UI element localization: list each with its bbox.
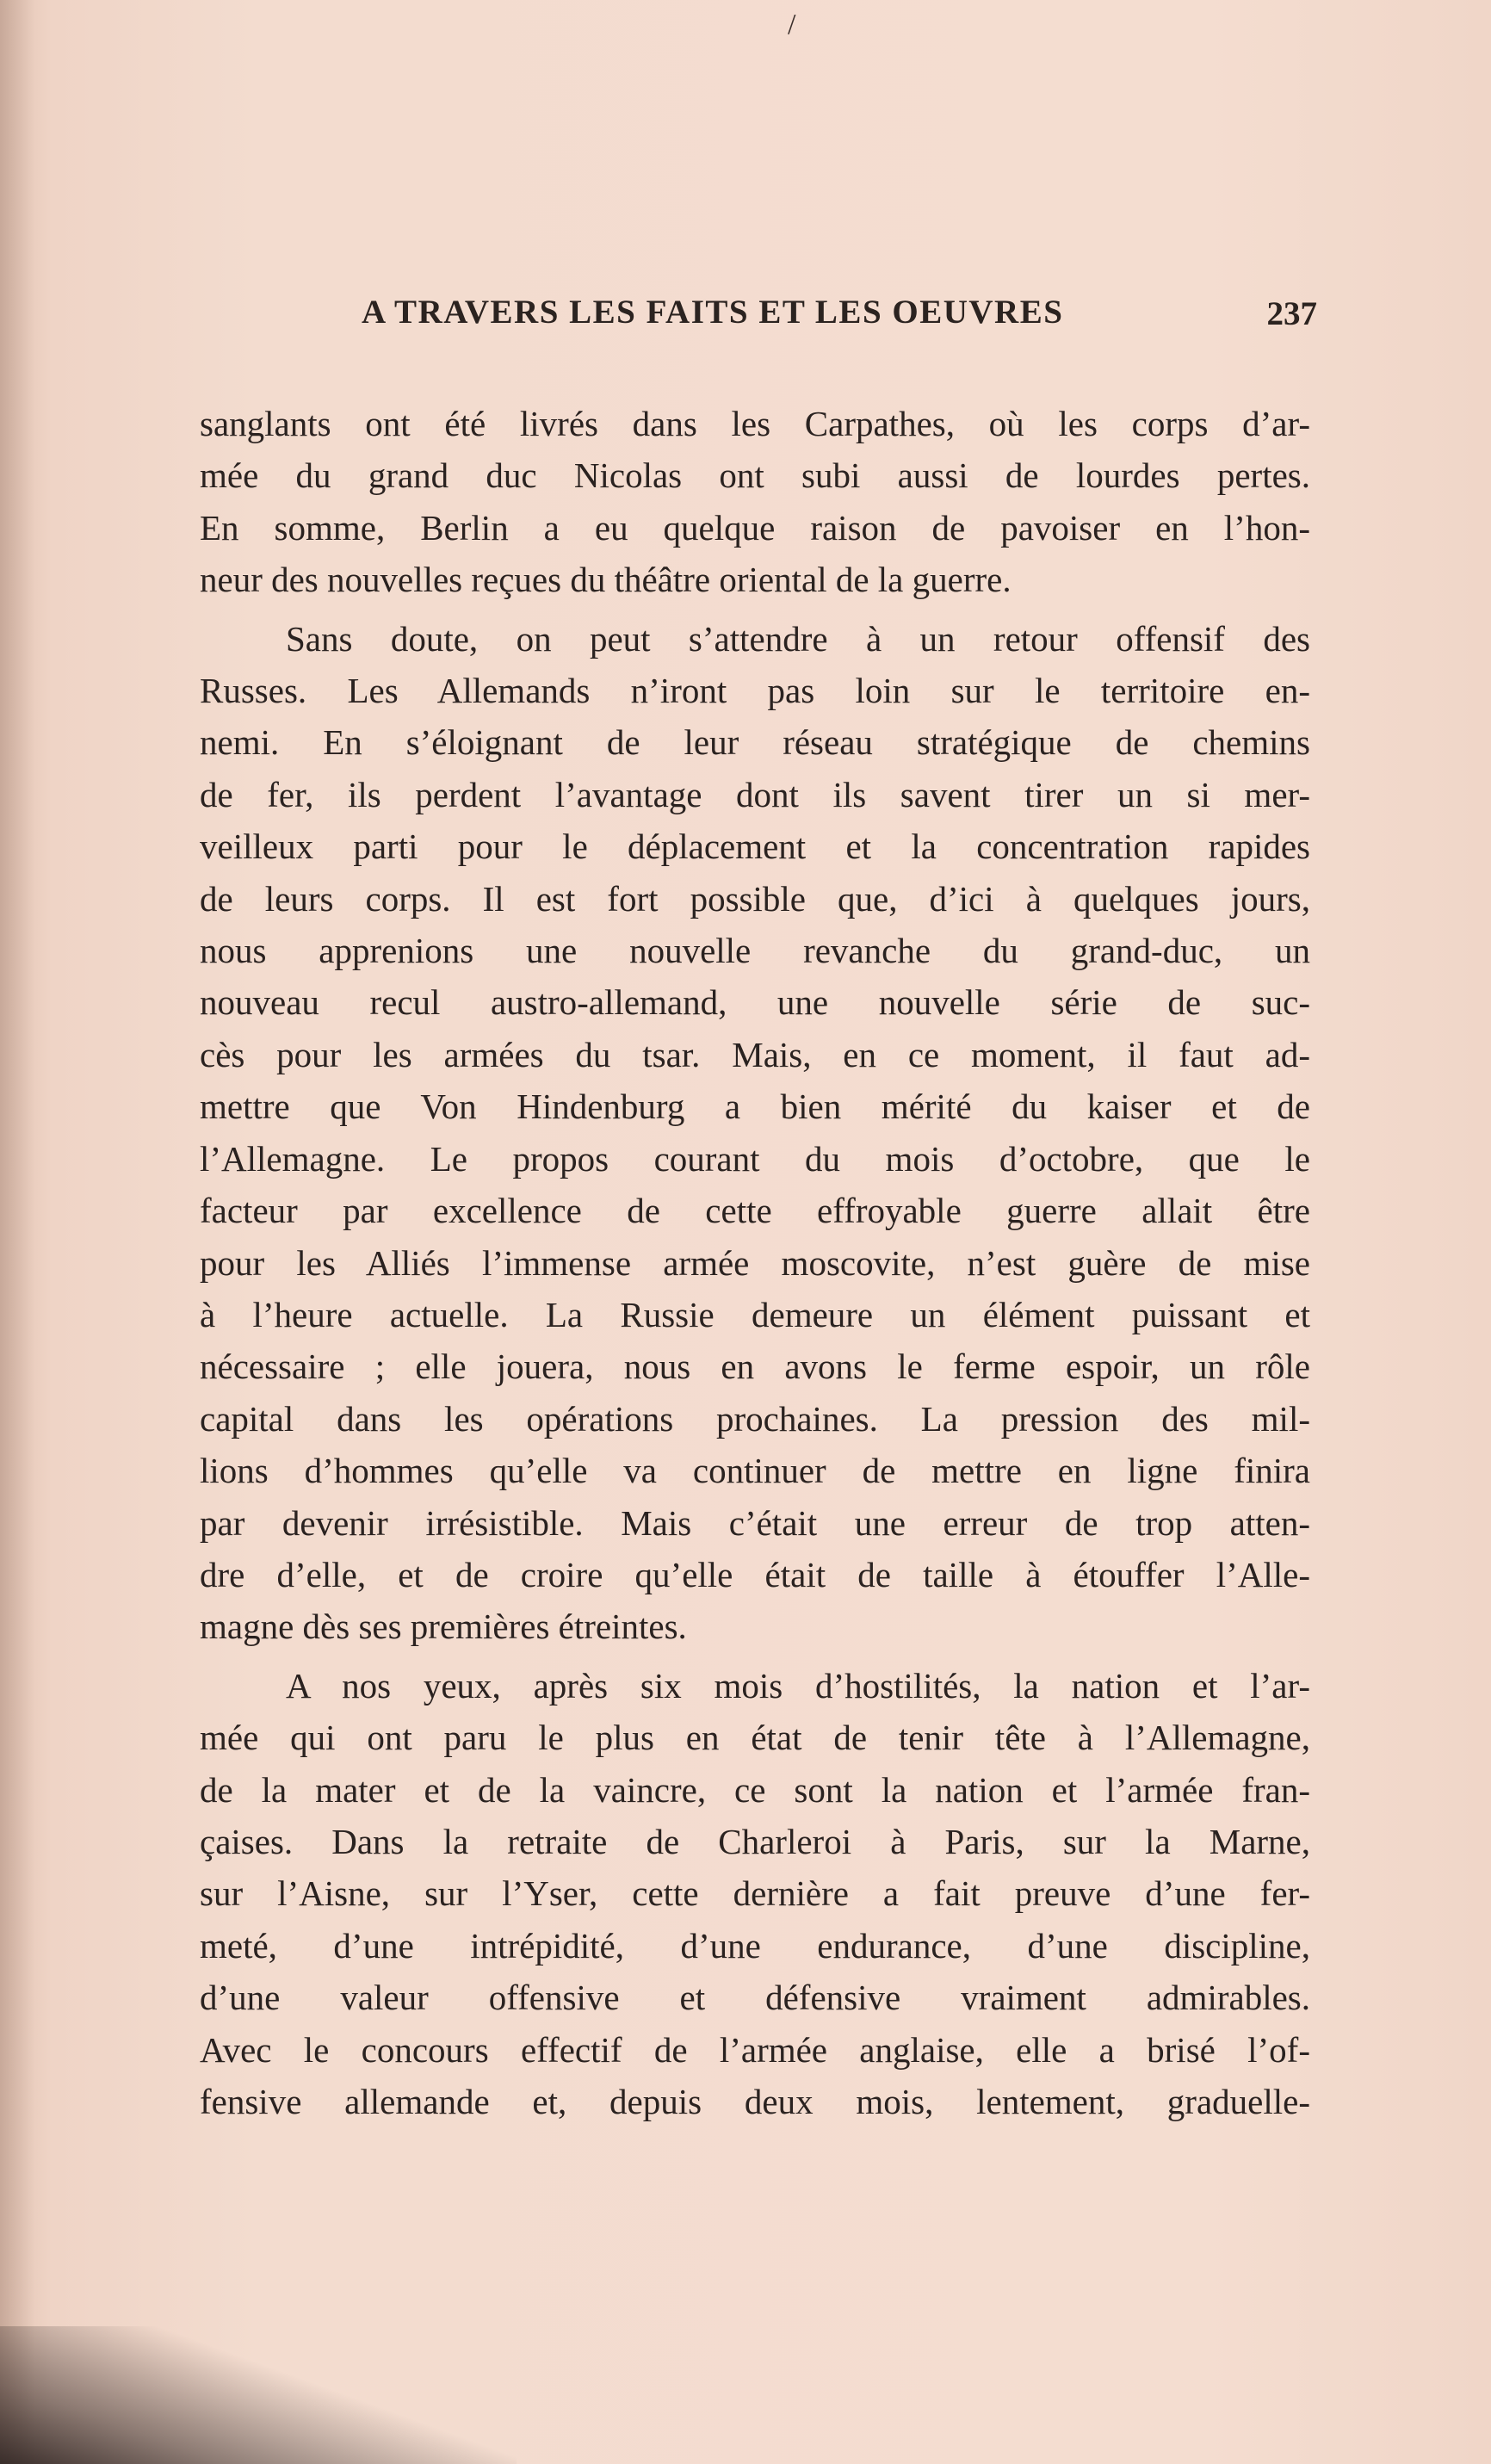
text-line: nous apprenions une nouvelle revanche du grand-duc, un: [200, 931, 1310, 971]
text-line: mée du grand duc Nicolas ont subi aussi de lourdes pertes.: [200, 455, 1310, 496]
ink-mark: /: [788, 9, 796, 40]
page-gutter-shadow: [0, 0, 34, 2464]
text-line: nouveau recul austro-allemand, une nouvelle série de suc-: [200, 982, 1310, 1023]
text-line: A nos yeux, après six mois d’hostilités, la nation et l’ar-: [286, 1665, 1310, 1706]
text-line: mettre que Von Hindenburg a bien mérité du kaiser et de: [200, 1087, 1310, 1127]
text-line: par devenir irrésistible. Mais c’était une erreur de trop atten-: [200, 1502, 1310, 1543]
text-line: nemi. En s’éloignant de leur réseau stratégique de chemins: [200, 722, 1310, 763]
text-line: sanglants ont été livrés dans les Carpathes, où les corps d’ar-: [200, 404, 1310, 443]
text-line: l’Allemagne. Le propos courant du mois d’octobre, que le: [200, 1138, 1310, 1179]
text-line: En somme, Berlin a eu quelque raison de pavoiser en l’hon-: [200, 507, 1310, 548]
running-title: A TRAVERS LES FAITS ET LES OEUVRES: [362, 294, 1064, 331]
text-line: magne dès ses premières étreintes.: [200, 1607, 687, 1647]
text-line: meté, d’une intrépidité, d’une endurance, d’une discipline,: [200, 1925, 1310, 1966]
text-line: de fer, ils perdent l’avantage dont ils savent tirer un si mer-: [200, 774, 1310, 814]
text-line: lions d’hommes qu’elle va continuer de mettre en ligne finira: [200, 1451, 1310, 1491]
text-line: veilleux parti pour le déplacement et la concentration rapides: [200, 826, 1310, 867]
text-line: de leurs corps. Il est fort possible que, d’ici à quelques jours,: [200, 878, 1310, 919]
text-line: Sans doute, on peut s’attendre à un retour offensif des: [286, 618, 1310, 659]
text-line: dre d’elle, et de croire qu’elle était de taille à étouffer l’Alle-: [200, 1554, 1310, 1594]
text-line: sur l’Aisne, sur l’Yser, cette dernière a fait preuve d’une fer-: [200, 1873, 1310, 1914]
text-line: capital dans les opérations prochaines. La pression des mil-: [200, 1398, 1310, 1439]
text-line: cès pour les armées du tsar. Mais, en ce moment, il faut ad-: [200, 1034, 1310, 1074]
running-header: [362, 293, 1317, 344]
text-line: pour les Alliés l’immense armée moscovite, n’est guère de mise: [200, 1242, 1310, 1283]
text-line: nécessaire ; elle jouera, nous en avons le ferme espoir, un rôle: [200, 1347, 1310, 1387]
page-number: 237: [1266, 295, 1317, 332]
text-line: de la mater et de la vaincre, ce sont la nation et l’armée fran-: [200, 1769, 1310, 1810]
text-line: à l’heure actuelle. La Russie demeure un élément puissant et: [200, 1294, 1310, 1334]
text-line: Russes. Les Allemands n’iront pas loin sur le territoire en-: [200, 671, 1310, 711]
text-line: facteur par excellence de cette effroyable guerre allait être: [200, 1191, 1310, 1231]
text-line: neur des nouvelles reçues du théâtre oriental de la guerre.: [200, 560, 1012, 600]
body-text: [200, 398, 1310, 2127]
text-line: fensive allemande et, depuis deux mois, lentement, graduelle-: [200, 2082, 1310, 2121]
page-corner-shadow: [0, 2326, 517, 2464]
text-line: mée qui ont paru le plus en état de tenir tête à l’Allemagne,: [200, 1718, 1310, 1758]
text-line: d’une valeur offensive et défensive vraiment admirables.: [200, 1978, 1310, 2018]
text-line: çaises. Dans la retraite de Charleroi à Paris, sur la Marne,: [200, 1821, 1310, 1861]
text-line: Avec le concours effectif de l’armée anglaise, elle a brisé l’of-: [200, 2029, 1310, 2070]
